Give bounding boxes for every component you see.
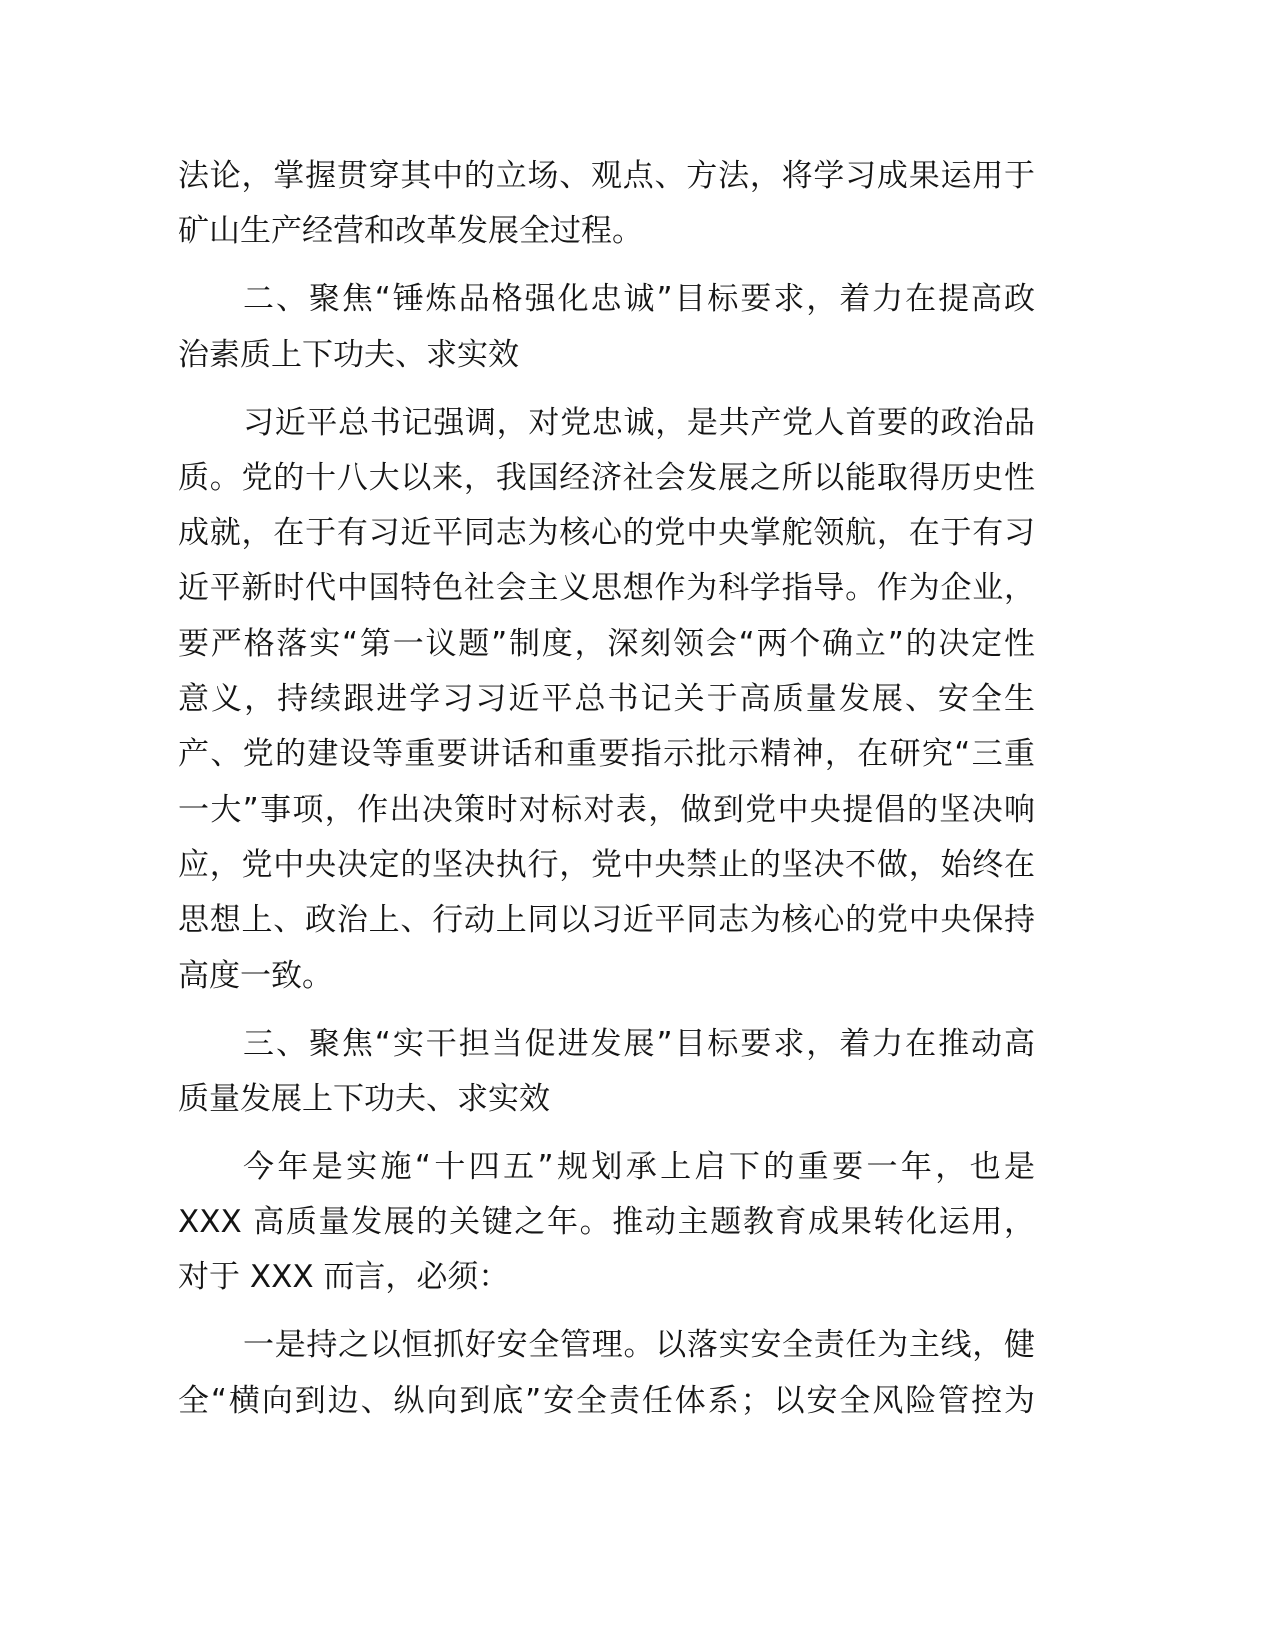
paragraph — [178, 1318, 1035, 1429]
paragraph-line: 应，党中央决定的坚决执行，党中央禁止的坚决不做，始终在 — [178, 846, 1035, 883]
paragraph — [178, 1140, 1035, 1306]
paragraph — [178, 149, 1035, 260]
paragraph-line: 矿山生产经营和改革发展全过程。 — [178, 213, 643, 250]
paragraph — [178, 396, 1035, 1004]
paragraph-line: 质。党的十八大以来，我国经济社会发展之所以能取得历史性 — [178, 459, 1035, 496]
paragraph-line: 法论，掌握贯穿其中的立场、观点、方法，将学习成果运用于 — [178, 158, 1035, 194]
paragraph-line: 要严格落实“第一议题”制度，深刻领会“两个确立”的决定性 — [178, 625, 1035, 662]
section-heading — [178, 272, 1035, 383]
paragraph-line: 今年是实施“十四五”规划承上启下的重要一年，也是 — [243, 1148, 1035, 1185]
document-body — [178, 149, 1035, 1442]
paragraph-line: 产、党的建设等重要讲话和重要指示批示精神，在研究“三重 — [178, 736, 1035, 773]
heading-line: 二、聚焦“锤炼品格强化忠诚”目标要求，着力在提高政 — [243, 281, 1035, 318]
paragraph-line: 思想上、政治上、行动上同以习近平同志为核心的党中央保持 — [178, 902, 1035, 939]
paragraph-line: 一是持之以恒抓好安全管理。以落实安全责任为主线，健 — [243, 1327, 1035, 1364]
paragraph-line: 意义，持续跟进学习习近平总书记关于高质量发展、安全生 — [178, 681, 1035, 718]
heading-line: 治素质上下功夫、求实效 — [178, 336, 519, 373]
paragraph-line: 高度一致。 — [178, 957, 333, 994]
paragraph-line: 近平新时代中国特色社会主义思想作为科学指导。作为企业， — [178, 570, 1035, 607]
paragraph-line: 全“横向到边、纵向到底”安全责任体系；以安全风险管控为 — [178, 1382, 1035, 1419]
paragraph-line: 成就，在于有习近平同志为核心的党中央掌舵领航，在于有习 — [178, 515, 1035, 552]
paragraph-line: XXX 高质量发展的关键之年。推动主题教育成果转化运用， — [178, 1204, 1035, 1241]
paragraph-line: 对于 XXX 而言，必须： — [178, 1259, 510, 1296]
section-heading — [178, 1017, 1035, 1128]
heading-line: 三、聚焦“实干担当促进发展”目标要求，着力在推动高 — [243, 1025, 1035, 1062]
heading-line: 质量发展上下功夫、求实效 — [178, 1080, 550, 1117]
paragraph-line: 习近平总书记强调，对党忠诚，是共产党人首要的政治品 — [243, 404, 1035, 441]
paragraph-line: 一大”事项，作出决策时对标对表，做到党中央提倡的坚决响 — [178, 791, 1035, 828]
